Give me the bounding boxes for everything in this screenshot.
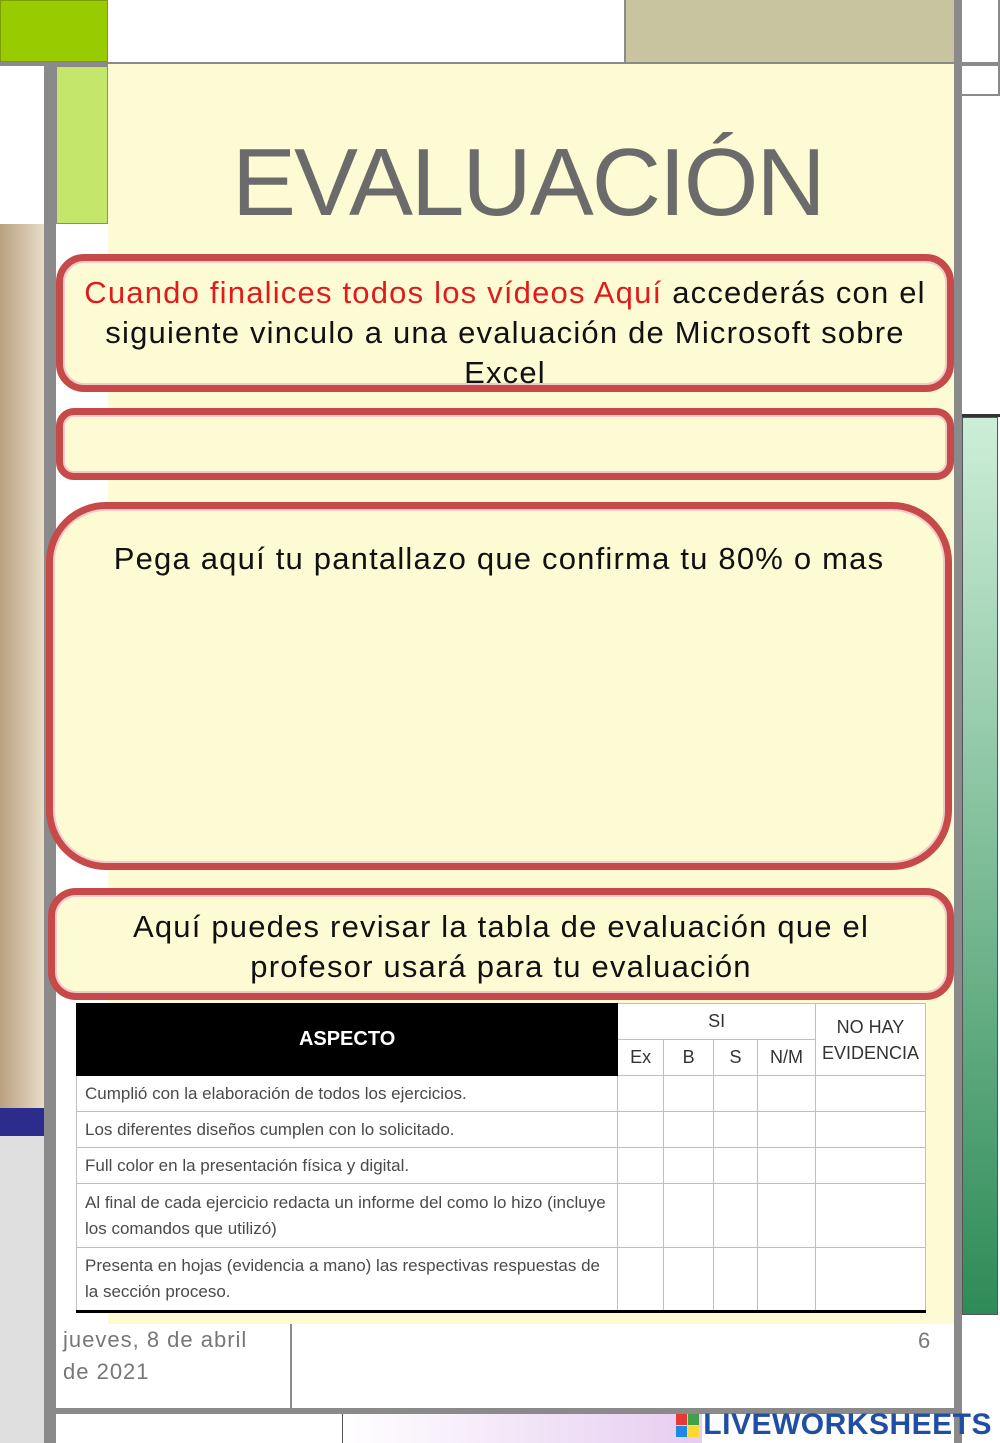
cell-ex[interactable]	[618, 1248, 664, 1312]
cell-s[interactable]	[714, 1148, 758, 1184]
cell-nm[interactable]	[758, 1076, 816, 1112]
left-brown-strip	[0, 224, 44, 1108]
cell-no-hay[interactable]	[815, 1184, 925, 1248]
criterion-2: Los diferentes diseños cumplen con lo solicitado.	[77, 1112, 618, 1148]
cell-no-hay[interactable]	[815, 1248, 925, 1312]
lime-corner-block	[0, 0, 108, 62]
footer-date: jueves, 8 de abril de 2021	[63, 1327, 248, 1384]
header-aspecto: ASPECTO	[77, 1004, 618, 1076]
table-row	[77, 1184, 926, 1248]
evaluation-link-description: accederás con el siguiente vinculo a una evaluación de Microsoft sobre Excel	[105, 275, 926, 390]
right-gray-rail	[954, 0, 962, 1443]
table-row	[77, 1248, 926, 1312]
evaluation-link-box	[56, 254, 954, 392]
evaluation-link[interactable]: Cuando finalices todos los vídeos Aquí	[84, 275, 663, 310]
criterion-4: Al final de cada ejercicio redacta un informe del como lo hizo (incluye los comandos que utilizó)	[77, 1184, 618, 1248]
right-green-strip	[962, 417, 998, 1315]
header-s: S	[714, 1040, 758, 1076]
cell-b[interactable]	[664, 1112, 714, 1148]
cell-no-hay[interactable]	[815, 1076, 925, 1112]
header-no-hay-evidencia: NO HAY EVIDENCIA	[815, 1004, 925, 1076]
cell-b[interactable]	[664, 1248, 714, 1312]
page-number: 6	[918, 1328, 931, 1353]
cell-s[interactable]	[714, 1184, 758, 1248]
bottom-lavender-strip	[342, 1414, 702, 1443]
left-gray-block	[0, 1136, 44, 1443]
cell-no-hay[interactable]	[815, 1148, 925, 1184]
header-b: B	[664, 1040, 714, 1076]
cell-b[interactable]	[664, 1148, 714, 1184]
header-nm: N/M	[758, 1040, 816, 1076]
cell-ex[interactable]	[618, 1076, 664, 1112]
criterion-5: Presenta en hojas (evidencia a mano) las respectivas respuestas de la sección proceso.	[77, 1248, 618, 1312]
header-si: SI	[618, 1004, 816, 1040]
cell-no-hay[interactable]	[815, 1112, 925, 1148]
cell-ex[interactable]	[618, 1112, 664, 1148]
rubric-table	[76, 1003, 926, 1313]
liveworksheets-wordmark: LIVEWORKSHEETS	[703, 1408, 992, 1441]
footer-divider	[290, 1324, 292, 1408]
link-input-box[interactable]	[56, 408, 954, 480]
table-row	[77, 1076, 926, 1112]
screenshot-paste-box[interactable]	[46, 502, 952, 870]
lime-side-strip	[56, 66, 108, 224]
criterion-1: Cumplió con la elaboración de todos los ejercicios.	[77, 1076, 618, 1112]
cell-s[interactable]	[714, 1248, 758, 1312]
cell-s[interactable]	[714, 1112, 758, 1148]
table-row	[77, 1112, 926, 1148]
cell-nm[interactable]	[758, 1112, 816, 1148]
liveworksheets-logo[interactable]	[676, 1408, 992, 1442]
rubric-intro-text: Aquí puedes revisar la tabla de evaluación que el profesor usará para tu evaluación	[132, 909, 870, 984]
header-ex: Ex	[618, 1040, 664, 1076]
liveworksheets-icon	[676, 1414, 699, 1437]
cell-nm[interactable]	[758, 1148, 816, 1184]
criterion-3: Full color en la presentación física y digital.	[77, 1148, 618, 1184]
cell-s[interactable]	[714, 1076, 758, 1112]
left-navy-block	[0, 1108, 44, 1136]
evaluation-link-text	[79, 273, 931, 393]
cell-ex[interactable]	[618, 1148, 664, 1184]
cell-ex[interactable]	[618, 1184, 664, 1248]
cell-b[interactable]	[664, 1076, 714, 1112]
rubric-intro-box	[48, 888, 954, 1000]
table-row	[77, 1148, 926, 1184]
cell-nm[interactable]	[758, 1184, 816, 1248]
screenshot-instruction: Pega aquí tu pantallazo que confirma tu 80% o mas	[113, 541, 885, 576]
cell-b[interactable]	[664, 1184, 714, 1248]
cell-nm[interactable]	[758, 1248, 816, 1312]
page-title: EVALUACIÓN	[232, 129, 824, 236]
